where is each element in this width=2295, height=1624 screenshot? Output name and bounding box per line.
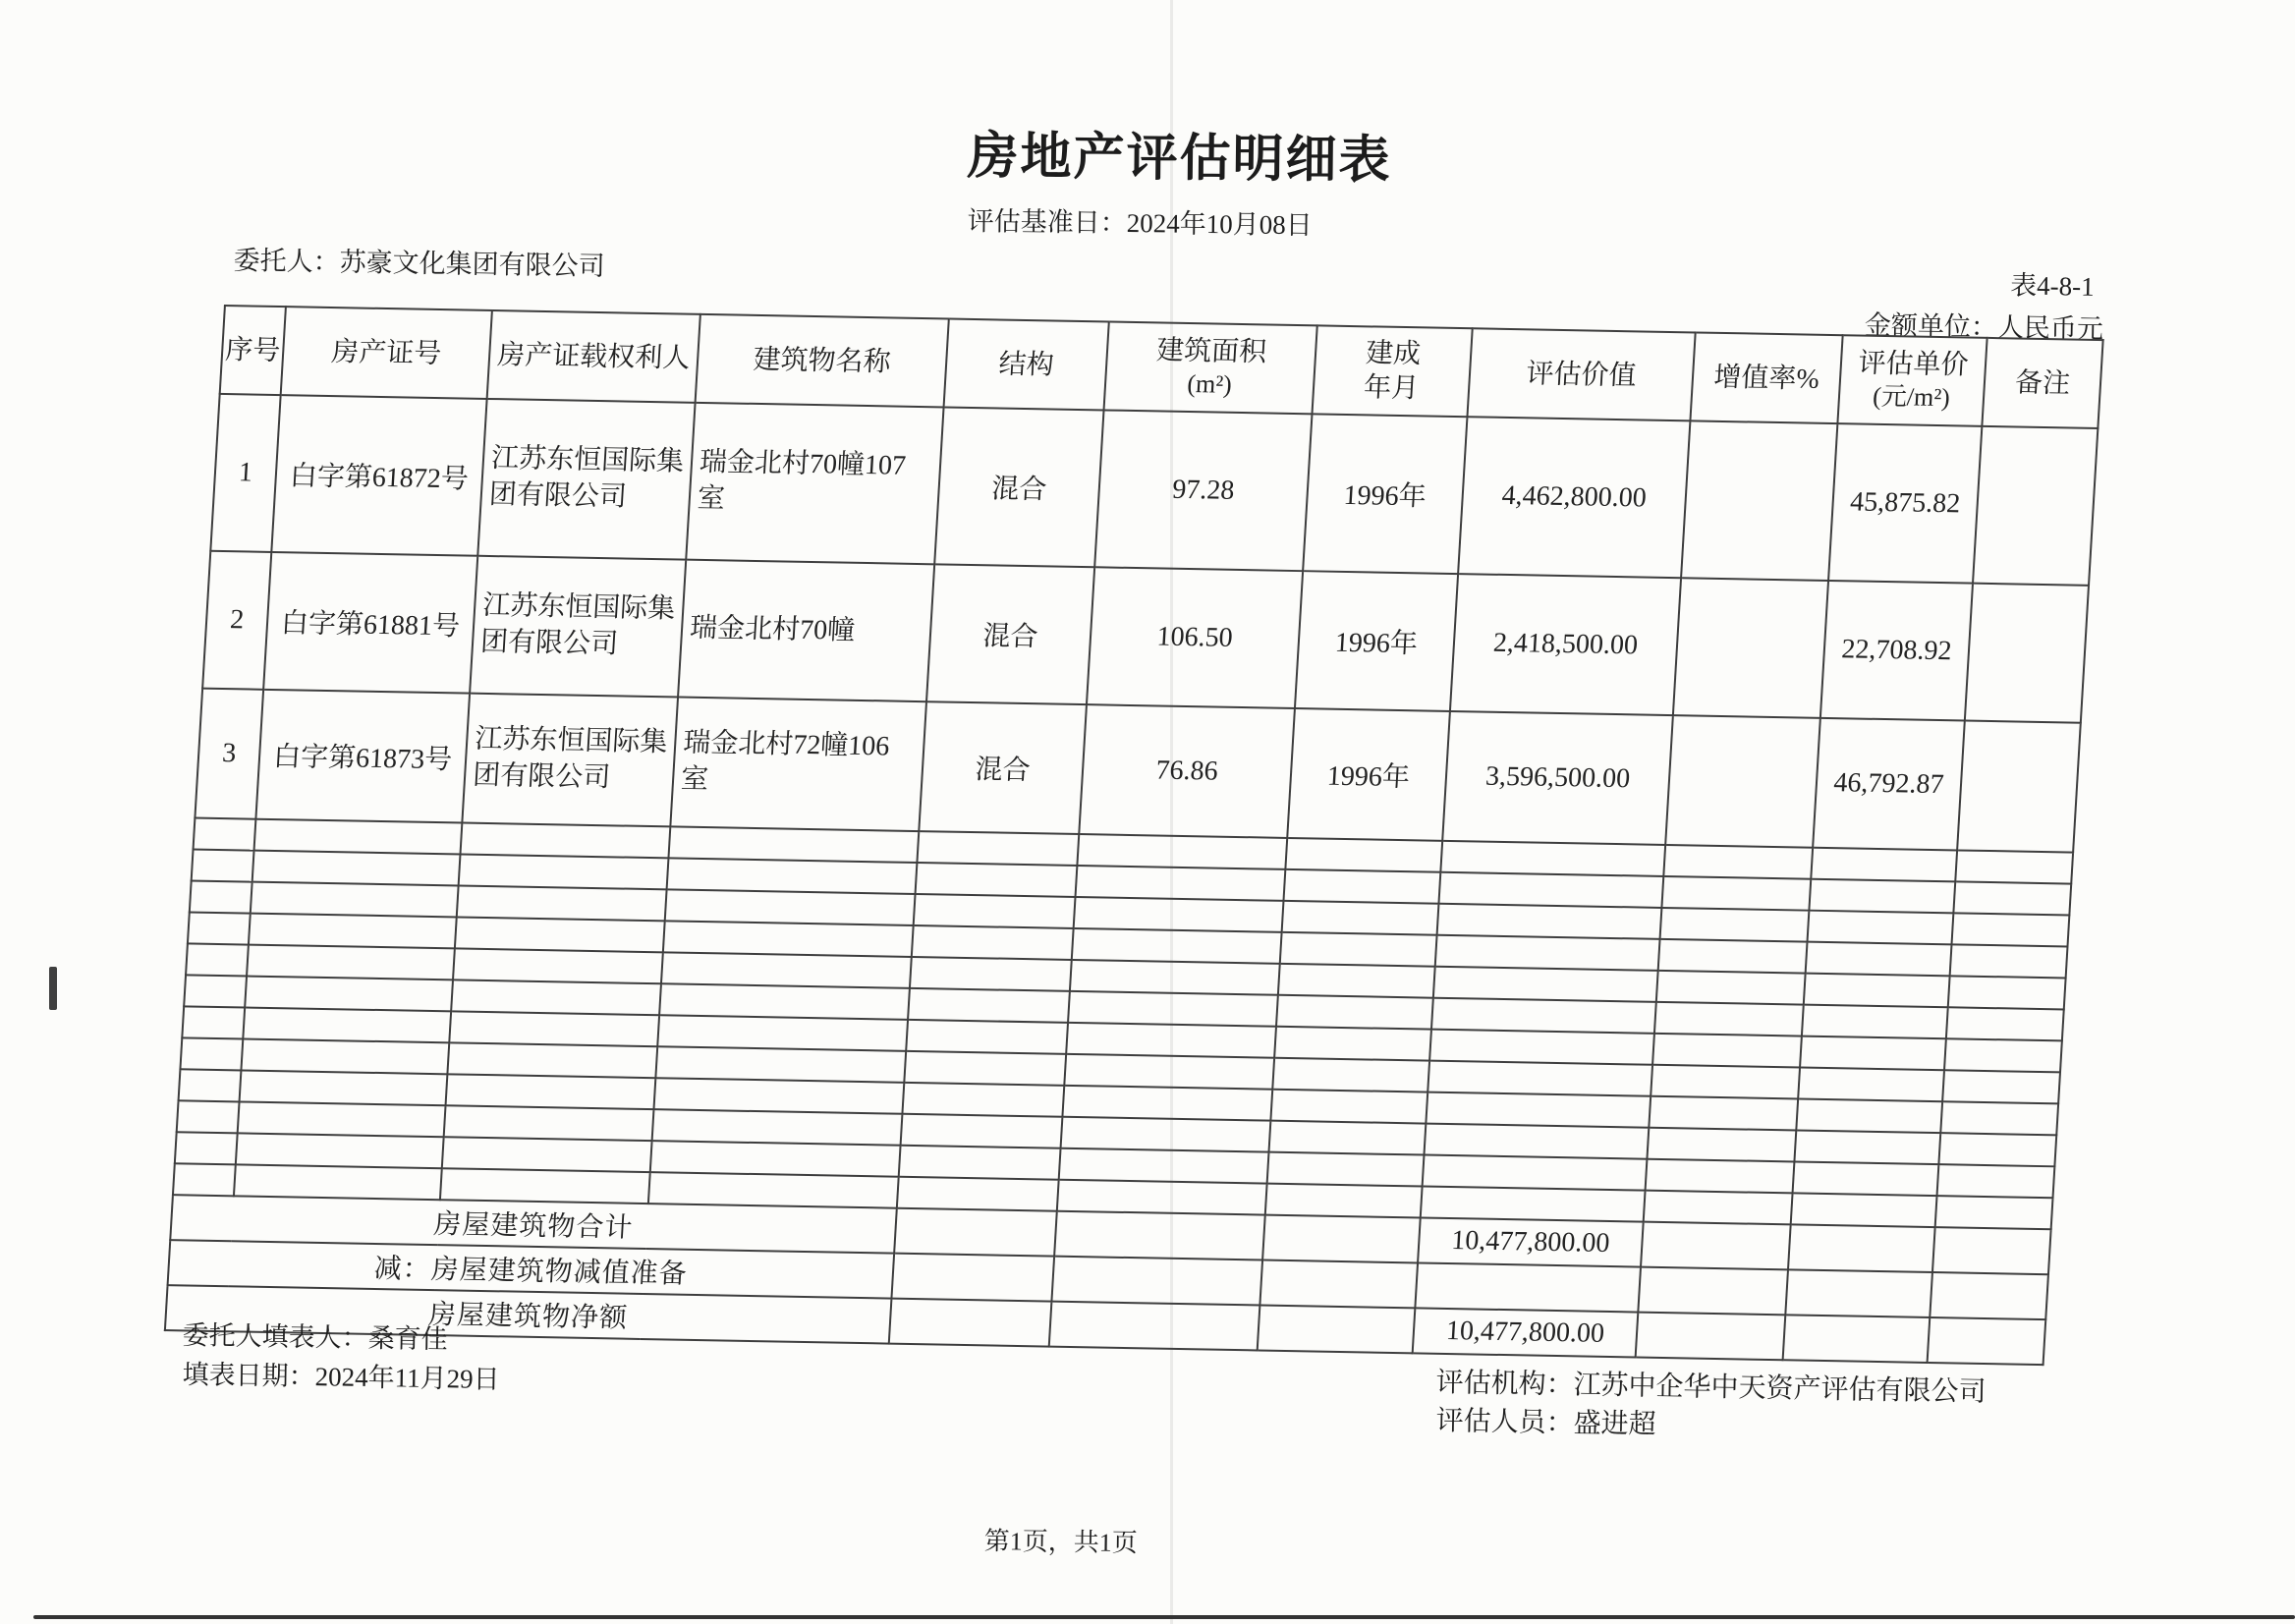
filler-line: 委托人填表人：桑育佳 [182,1319,448,1355]
empty-cell [894,1208,1057,1257]
empty-cell [1066,1023,1276,1058]
empty-cell [460,823,670,859]
empty-cell [1652,1034,1802,1068]
remark-cell [1957,721,2081,853]
empty-cell [1649,1096,1798,1131]
summary-label-cell: 房屋建筑物合计 [170,1195,897,1253]
empty-cell [440,1168,650,1204]
column-header-cert-no: 房产证号 [281,307,492,399]
empty-cell [451,980,661,1015]
empty-cell [455,917,665,952]
empty-cell [1062,1086,1272,1121]
empty-cell [889,1299,1052,1347]
empty-cell [667,858,918,894]
empty-cell [1940,1101,2058,1135]
empty-cell [188,912,251,944]
empty-cell [457,885,667,921]
currency-unit: 金额单位：人民币元 [1864,309,2104,344]
summary-label-cell: 减：房屋建筑物减值准备 [168,1240,895,1298]
empty-cell [173,1163,236,1196]
empty-cell [1267,1152,1425,1187]
empty-cell [1068,991,1278,1027]
empty-cell [1070,960,1280,995]
empty-cell [1806,942,1952,977]
column-header-rate: 增值率% [1690,332,1842,423]
valuation-base-date: 评估基准日：2024年10月08日 [967,205,1313,241]
appraiser-line: 评估人员：盛进超 [1435,1405,1656,1440]
empty-cell [657,1015,908,1051]
empty-cell [1641,1222,1791,1270]
appraisal-table [164,305,2104,1366]
empty-cell [1269,1121,1427,1155]
empty-cell [1663,845,1813,879]
structure-cell: 混合 [926,564,1094,704]
summary-label-cell: 房屋建筑物净额 [165,1285,892,1343]
empty-cell [1072,928,1282,964]
column-header-remark: 备注 [1982,338,2102,428]
owner-cell: 江苏东恒国际集团有限公司 [470,556,686,698]
empty-cell [1427,1061,1652,1096]
empty-cell [1278,964,1435,998]
empty-cell [1636,1313,1786,1361]
empty-cell [1054,1211,1265,1260]
empty-cell [1809,879,1955,914]
empty-cell [1932,1227,2051,1274]
owner-cell: 江苏东恒国际集团有限公司 [462,694,678,827]
empty-cell [899,1146,1061,1180]
empty-cell [1946,1007,2064,1040]
empty-cell [1059,1148,1269,1184]
empty-cell [1064,1054,1274,1090]
empty-cell [447,1042,657,1078]
empty-cell [1930,1272,2048,1319]
empty-cell [180,1037,243,1070]
empty-cell [1953,881,2071,915]
empty-cell [652,1109,903,1146]
empty-cell [1955,850,2073,883]
empty-cell [904,1051,1066,1086]
column-header-area: 建筑面积 (m²) [1104,322,1317,415]
empty-cell [1935,1196,2053,1229]
empty-cell [891,1254,1054,1302]
empty-cell [1282,901,1439,935]
empty-cell [1433,967,1658,1002]
empty-cell [1272,1058,1429,1092]
empty-cell [1783,1315,1931,1363]
empty-cell [453,948,663,983]
empty-cell [655,1046,906,1083]
column-header-year: 建成 年月 [1312,325,1472,417]
building-name-cell: 瑞金北村72幢106室 [670,698,926,832]
summary-value-cell [1415,1262,1641,1312]
year-cell: 1996年 [1303,414,1467,574]
unit-price-cell: 46,792.87 [1813,718,1965,851]
empty-cell [1259,1260,1418,1309]
empty-cell [1651,1065,1800,1099]
empty-cell [1794,1130,1940,1164]
empty-cell [1937,1164,2055,1198]
empty-cell [1804,974,1950,1008]
empty-cell [238,1101,446,1137]
empty-cell [1638,1267,1788,1316]
empty-cell [1274,1027,1431,1061]
rate-cell [1681,420,1837,581]
empty-cell [1793,1161,1939,1196]
empty-cell [175,1132,238,1164]
column-header-serial: 序号 [220,306,286,395]
area-cell: 76.86 [1079,704,1295,838]
empty-cell [449,1011,659,1046]
structure-cell: 混合 [934,407,1103,567]
structure-cell: 混合 [919,701,1087,834]
value-cell: 3,596,500.00 [1442,711,1673,845]
empty-cell [194,818,256,851]
column-header-value: 评估价值 [1467,328,1695,420]
cert-no-cell: 白字第61881号 [263,552,477,694]
empty-cell [1944,1038,2062,1072]
cert-no-cell: 白字第61873号 [255,690,470,823]
empty-cell [908,988,1070,1023]
empty-cell [1280,932,1437,967]
empty-cell [1800,1036,1946,1071]
empty-cell [190,880,252,913]
empty-cell [1423,1155,1648,1191]
empty-cell [914,894,1076,928]
value-cell: 4,462,800.00 [1458,417,1690,578]
empty-cell [1647,1128,1796,1162]
empty-cell [1049,1302,1260,1351]
page-footer: 第1页，共1页 [983,1526,1138,1558]
empty-cell [1431,998,1656,1034]
empty-cell [1270,1090,1427,1124]
column-header-building: 建筑物名称 [696,314,949,408]
serial-cell: 3 [195,689,263,819]
empty-cell [1265,1184,1423,1218]
fill-date-line: 填表日期：2024年11月29日 [182,1359,500,1395]
empty-cell [917,831,1079,866]
empty-cell [243,1008,451,1043]
empty-cell [1440,841,1665,876]
empty-cell [1788,1224,1935,1272]
area-cell: 97.28 [1094,410,1312,571]
empty-cell [1802,1005,1948,1039]
empty-cell [251,882,459,918]
empty-cell [1061,1117,1271,1152]
empty-cell [1438,872,1663,908]
page-title: 房地产评估明细表 [967,127,1392,190]
empty-cell [1646,1159,1795,1194]
empty-cell [1660,908,1810,942]
empty-cell [186,943,249,976]
empty-cell [902,1083,1064,1117]
empty-cell [179,1069,242,1101]
empty-cell [177,1100,240,1133]
area-cell: 106.50 [1087,567,1303,708]
empty-cell [1942,1070,2060,1103]
empty-cell [1811,848,1957,882]
empty-cell [192,850,254,882]
column-header-structure: 结构 [944,319,1109,411]
empty-cell [659,983,910,1020]
serial-cell: 2 [202,551,271,690]
empty-cell [1262,1215,1421,1263]
empty-cell [1429,1030,1654,1065]
empty-cell [910,957,1072,991]
empty-cell [444,1105,654,1141]
empty-cell [1435,935,1660,971]
scan-bottom-edge [33,1615,2295,1619]
empty-cell [1948,976,2066,1009]
empty-cell [906,1020,1068,1054]
empty-cell [1950,944,2068,978]
year-cell: 1996年 [1295,571,1458,711]
empty-cell [184,975,247,1007]
unit-price-cell: 22,708.92 [1820,581,1973,721]
empty-cell [236,1133,444,1168]
empty-cell [252,851,461,886]
empty-cell [1656,971,1806,1005]
empty-cell [240,1070,448,1105]
rate-cell [1665,715,1820,848]
rate-cell [1673,578,1828,718]
empty-cell [1654,1002,1804,1036]
empty-cell [1798,1068,1944,1102]
empty-cell [916,863,1078,897]
empty-cell [1928,1317,2046,1365]
empty-cell [668,826,919,863]
empty-cell [663,921,914,957]
empty-cell [1644,1191,1793,1225]
empty-cell [1285,838,1442,872]
owner-cell: 江苏东恒国际集团有限公司 [477,399,695,560]
empty-cell [1074,897,1284,932]
client-line: 委托人：苏豪文化集团有限公司 [233,245,605,281]
year-cell: 1996年 [1287,708,1450,841]
empty-cell [653,1078,904,1114]
empty-cell [661,952,912,988]
table-wrapper [164,305,2102,1366]
empty-cell [897,1177,1059,1211]
empty-cell [1057,1180,1267,1215]
empty-cell [665,889,916,925]
empty-cell [1791,1193,1937,1227]
empty-cell [1283,869,1440,904]
empty-cell [1951,913,2069,946]
empty-cell [1258,1305,1416,1353]
empty-cell [1424,1124,1649,1159]
scan-left-mark [49,967,57,1010]
empty-cell [1276,995,1433,1030]
remark-cell [1965,584,2089,723]
empty-cell [1938,1133,2056,1166]
empty-cell [1808,911,1954,945]
empty-cell [459,855,669,890]
empty-cell [650,1141,901,1177]
empty-cell [254,819,463,855]
empty-cell [249,914,457,949]
empty-cell [1077,834,1287,869]
empty-cell [1051,1257,1262,1306]
summary-value-cell: 10,477,800.00 [1418,1217,1644,1266]
empty-cell [241,1038,449,1074]
empty-cell [446,1074,656,1109]
empty-cell [912,925,1074,960]
empty-cell [648,1172,899,1208]
unit-price-cell: 45,875.82 [1828,423,1982,584]
agency-line: 评估机构：江苏中企华中天资产评估有限公司 [1435,1367,1987,1408]
empty-cell [234,1164,442,1200]
empty-cell [1426,1092,1651,1128]
empty-cell [1658,939,1808,974]
table-number: 表4-8-1 [2009,270,2095,302]
building-name-cell: 瑞金北村70幢 [678,560,934,702]
empty-cell [1661,876,1811,911]
empty-cell [247,945,455,980]
empty-cell [1421,1187,1646,1222]
value-cell: 2,418,500.00 [1450,574,1681,715]
remark-cell [1973,426,2098,586]
summary-value-cell: 10,477,800.00 [1413,1308,1639,1357]
empty-cell [182,1006,245,1038]
column-header-unit-price: 评估单价 (元/m²) [1837,335,1987,426]
cert-no-cell: 白字第61872号 [271,395,486,556]
empty-cell [1796,1098,1942,1133]
empty-cell [901,1114,1063,1148]
building-name-cell: 瑞金北村70幢107室 [686,403,943,564]
empty-cell [245,977,453,1012]
column-header-owner: 房产证载权利人 [487,310,700,403]
empty-cell [442,1137,652,1172]
empty-cell [1076,866,1286,901]
empty-cell [1785,1269,1932,1317]
empty-cell [1437,904,1662,939]
serial-cell: 1 [210,394,280,552]
